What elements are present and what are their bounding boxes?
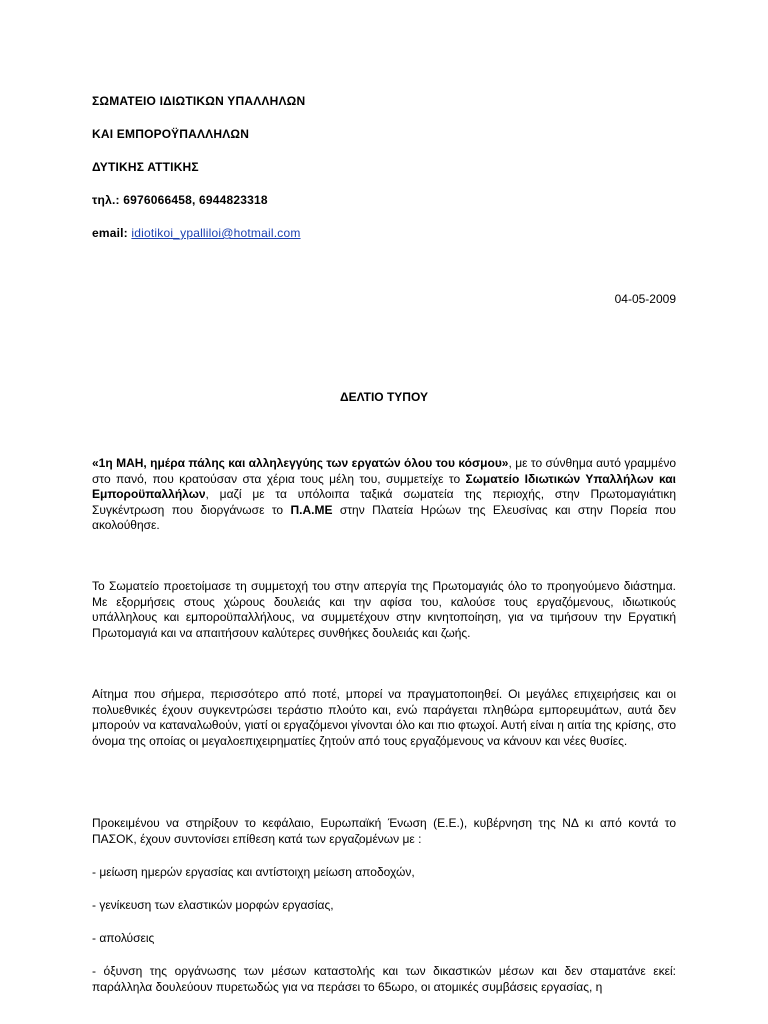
union-name-line2: ΚΑΙ ΕΜΠΟΡΟΫΠΑΛΛΗΛΩΝ [92,127,250,141]
phone-line: τηλ.: 6976066458, 6944823318 [92,193,268,207]
pame-bold: Π.Α.ΜΕ [290,502,333,517]
list-item: - μείωση ημερών εργασίας και αντίστοιχη μείωση αποδοχών, [92,865,415,879]
email-link[interactable]: idiotikoi_ypalliloi@hotmail.com [131,226,301,240]
union-name-line3: ΔΥΤΙΚΗΣ ΑΤΤΙΚΗΣ [92,160,199,174]
slogan: «1η ΜΑΗ, ημέρα πάλης και αλληλεγγύης των εργατών όλου του κόσμου» [92,456,509,470]
paragraph-4: Προκειμένου να στηρίξουν το κεφάλαιο, Ευρωπαϊκή Ένωση (Ε.Ε.), κυβέρνηση της ΝΔ κι από κοντά το ΠΑΣΟΚ, έχουν συντονίσει επίθεση κατά των εργαζομένων με : [92,816,676,846]
document-date: 04-05-2009 [614,292,676,306]
paragraph-1 [92,456,676,534]
list-item: - απολύσεις [92,931,155,945]
paragraph-1-text-b: , μαζί με τα υπόλοιπα ταξικά σωματεία της περιοχής, στην Πρωτομαγιάτικη Συγκέντρωση που διοργάνωσε το [92,487,676,517]
paragraph-2: Το Σωματείο προετοίμασε τη συμμετοχή του στην απεργία της Πρωτομαγιάς όλο το προηγούμενο διάστημα. Με εξορμήσεις στους χώρους δουλειάς και την αφίσα του, καλούσε τους εργαζόμενους, ιδιωτικούς υπάλληλους και εμποροϋπαλλήλους, να συμμετέχουν στην κινητοποίηση, για να τιμήσουν την Εργατική Πρωτομαγιά και να απαιτήσουν καλύτερες συνθήκες δουλειάς και ζωής. [92,579,676,640]
union-name-line1: ΣΩΜΑΤΕΙΟ ΙΔΙΩΤΙΚΩΝ ΥΠΑΛΛΗΛΩΝ [92,94,306,108]
email-line [92,226,301,240]
document-title: ΔΕΛΤΙΟ ΤΥΠΟΥ [340,390,428,404]
union-name-bold: Σωματείο Ιδιωτικών Υπαλλήλων και Εμποροϋπαλλήλων [92,471,676,501]
paragraph-1-text-c: στην Πλατεία Ηρώων της Ελευσίνας και στην Πορεία που ακολούθησε. [92,502,676,532]
list-item: - όξυνση της οργάνωσης των μέσων καταστολής και των δικαστικών μέσων και δεν σταματάνε εκεί: παράλληλα δουλεύουν πυρετωδώς για να περάσει το 65ωρο, οι ατομικές συμβάσεις εργασίας, η [92,964,676,994]
paragraph-1-text-a: , με το σύνθημα αυτό γραμμένο στο πανό, που κρατούσαν στα χέρια τους μέλη του, συμμετείχε το [92,456,676,486]
email-label: email: [92,226,132,240]
paragraph-3: Αίτημα που σήμερα, περισσότερο από ποτέ, μπορεί να πραγματοποιηθεί. Οι μεγάλες επιχειρήσεις και οι πολυεθνικές έχουν συγκεντρώσει τεράστιο πλούτο και, ενώ παράγεται πληθώρα εμπορευμάτων, αυτά δεν μπορούν να καταναλωθούν, γιατί οι εργαζόμενοι γίνονται όλο και πιο φτωχοί. Αυτή είναι η αιτία της κρίσης, στο όνομα της οποίας οι μεγαλοεπιχειρηματίες ζητούν από τους εργαζόμενους να κάνουν και νέες θυσίες. [92,687,676,748]
list-item: - γενίκευση των ελαστικών μορφών εργασίας, [92,898,334,912]
